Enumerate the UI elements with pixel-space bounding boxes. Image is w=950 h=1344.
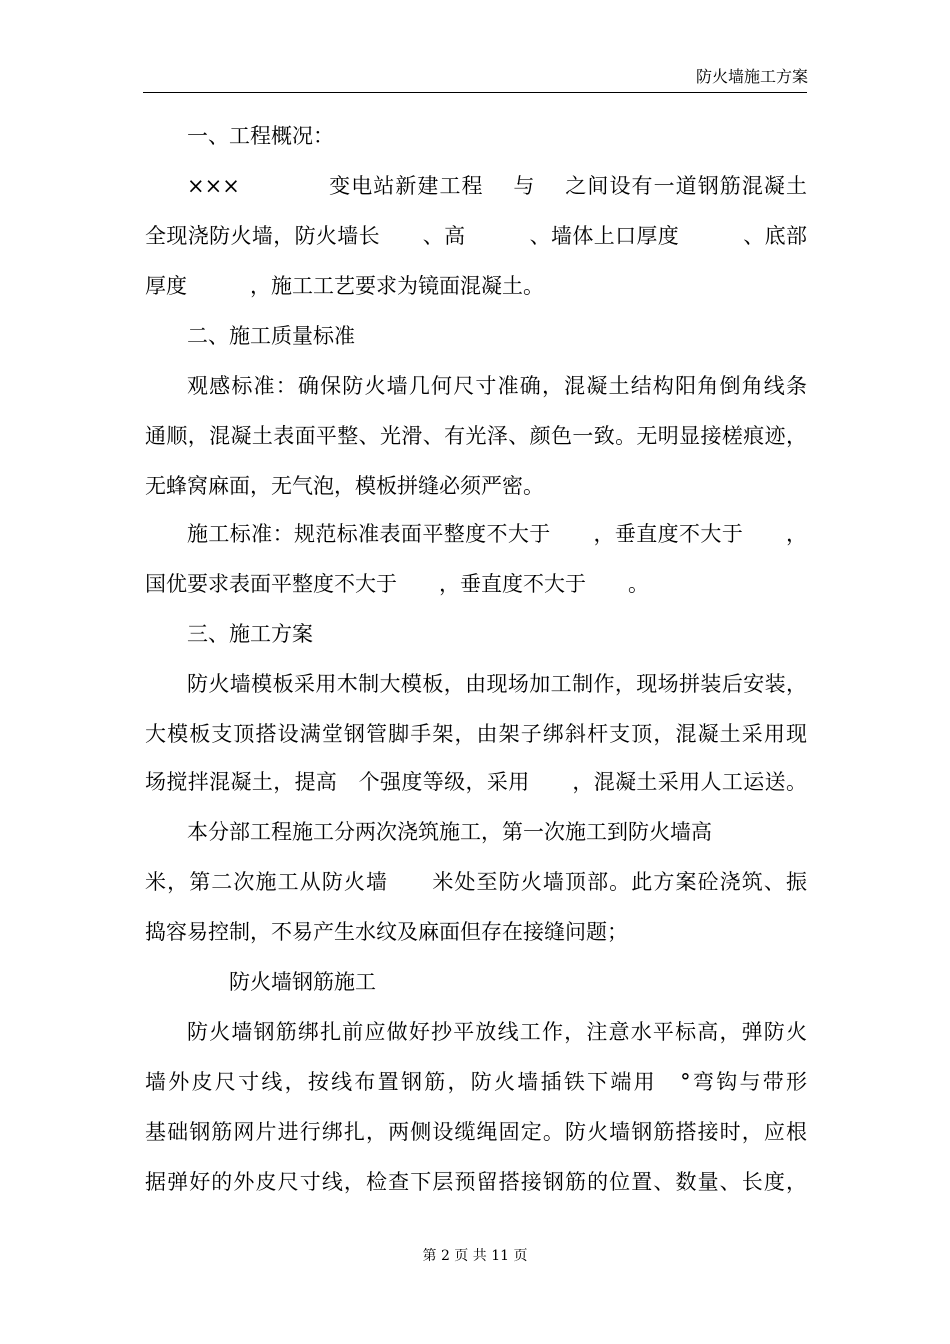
paragraph-line: ××× 变电站新建工程 与 之间设有一道钢筋混凝土 xyxy=(187,174,807,198)
paragraph-line: 米，第二次施工从防火墙 米处至防火墙顶部。此方案砼浇筑、振 xyxy=(145,870,807,894)
page-number-footer: 第 2 页 共 11 页 xyxy=(422,1248,528,1264)
paragraph-line: 观感标准：确保防火墙几何尺寸准确，混凝土结构阳角倒角线条 xyxy=(187,374,807,398)
paragraph-line: 施工标准：规范标准表面平整度不大于 ，垂直度不大于 ， xyxy=(187,522,807,546)
paragraph-line: 本分部工程施工分两次浇筑施工，第一次施工到防火墙高 xyxy=(187,820,712,844)
paragraph-line: 场搅拌混凝土，提高 个强度等级，采用 ，混凝土采用人工运送。 xyxy=(145,770,807,794)
paragraph-line: 捣容易控制，不易产生水纹及麻面但存在接缝问题； xyxy=(145,920,628,944)
paragraph-line: 防火墙模板采用木制大模板，由现场加工制作，现场拼装后安装， xyxy=(187,672,807,696)
section-heading: 一、工程概况： xyxy=(187,124,334,148)
section-heading: 二、施工质量标准 xyxy=(187,324,355,348)
paragraph-line: 厚度 ，施工工艺要求为镜面混凝土。 xyxy=(145,274,544,298)
paragraph-line: 基础钢筋网片进行绑扎，两侧设缆绳固定。防火墙钢筋搭接时，应根 xyxy=(145,1120,807,1144)
paragraph-line: 墙外皮尺寸线，按线布置钢筋，防火墙插铁下端用 °弯钩与带形 xyxy=(145,1070,807,1094)
paragraph-line: 无蜂窝麻面，无气泡，模板拼缝必须严密。 xyxy=(145,474,544,498)
running-header-title: 防火墙施工方案 xyxy=(695,67,808,86)
paragraph-line: 防火墙钢筋绑扎前应做好抄平放线工作，注意水平标高，弹防火 xyxy=(187,1020,807,1044)
paragraph-line: 国优要求表面平整度不大于 ，垂直度不大于 。 xyxy=(145,572,649,596)
paragraph-line: 通顺，混凝土表面平整、光滑、有光泽、颜色一致。无明显接槎痕迹， xyxy=(145,424,807,448)
paragraph-line: 全现浇防火墙，防火墙长 、高 、墙体上口厚度 、底部 xyxy=(145,224,807,248)
subsection-heading: 防火墙钢筋施工 xyxy=(229,970,376,994)
paragraph-line: 大模板支顶搭设满堂钢管脚手架，由架子绑斜杆支顶，混凝土采用现 xyxy=(145,722,807,746)
section-heading: 三、施工方案 xyxy=(187,622,313,646)
header-rule xyxy=(143,92,807,93)
paragraph-line: 据弹好的外皮尺寸线，检查下层预留搭接钢筋的位置、数量、长度， xyxy=(145,1170,807,1194)
